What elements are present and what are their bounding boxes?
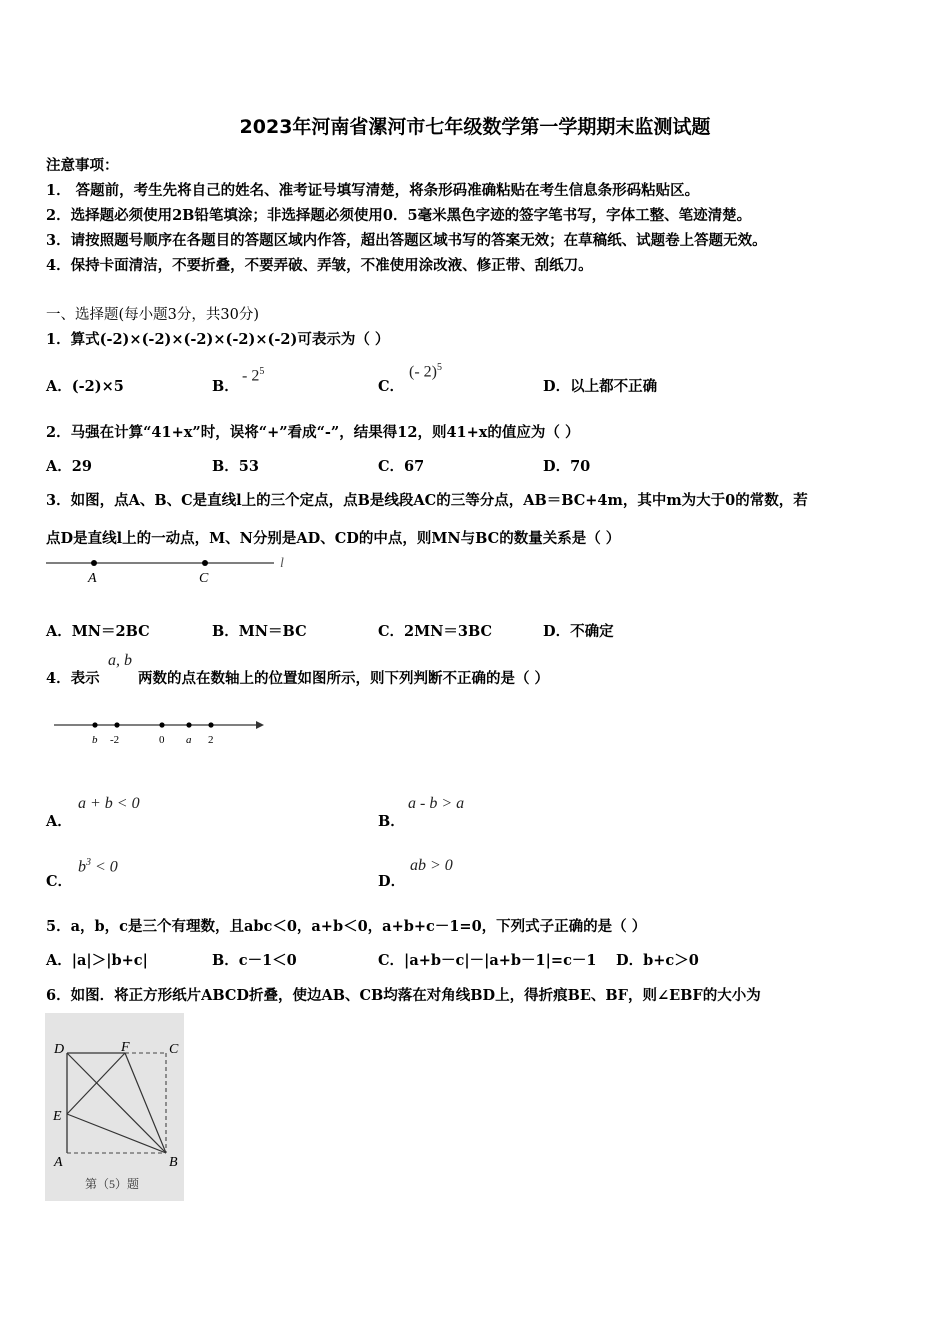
- q3-option-a: A．MN＝2BC: [46, 623, 150, 640]
- q1-b-base: - 2: [242, 367, 260, 385]
- q4-label-2: 2: [208, 734, 214, 746]
- q1-c-base: (- 2): [409, 363, 437, 381]
- q4-number-line: [52, 714, 272, 748]
- q4-stem-pre: 4．表示: [46, 670, 100, 687]
- q3-option-b: B．MN＝BC: [212, 623, 307, 640]
- q4-option-a-label: A．: [46, 813, 72, 830]
- q3-point-c: [202, 560, 208, 566]
- q1-option-d: D．以上都不正确: [543, 378, 658, 395]
- section-heading: 一、选择题(每小题3分，共30分): [46, 307, 259, 323]
- q4-point-b: [92, 722, 97, 727]
- notice-heading: 注意事项：: [46, 157, 119, 174]
- q3-stem-line2: 点D是直线l上的一动点，M、N分别是AD、CD的中点，则MN与BC的数量关系是（ ）: [46, 530, 621, 547]
- q2-option-d: D．70: [543, 458, 591, 475]
- q6-label-a: A: [54, 1155, 63, 1170]
- q4-stem-post: 两数的点在数轴上的位置如图所示，则下列判断不正确的是（ ）: [138, 670, 550, 687]
- notice-item-4: 4．保持卡面清洁，不要折叠，不要弄破、弄皱，不准使用涂改液、修正带、刮纸刀。: [46, 257, 593, 274]
- q6-figure-background: [45, 1013, 184, 1201]
- q4-c-base: b: [78, 858, 86, 876]
- q2-option-b: B．53: [212, 458, 259, 475]
- q4-stem-math: a, b: [108, 652, 132, 669]
- q3-label-l: l: [280, 556, 284, 571]
- q5-option-a: A．|a|＞|b+c|: [46, 952, 148, 969]
- q6-label-f: F: [121, 1040, 130, 1055]
- q6-label-c: C: [169, 1042, 179, 1057]
- q6-label-e: E: [53, 1109, 62, 1124]
- q1-option-c-math: [409, 362, 442, 381]
- q5-option-b: B．c－1＜0: [212, 952, 297, 969]
- q4-option-b-math: a - b > a: [408, 795, 465, 812]
- q4-option-c-math: [78, 857, 118, 876]
- q6-square-figure: [45, 1013, 184, 1201]
- notice-item-2: 2．选择题必须使用2B铅笔填涂；非选择题必须使用0．5毫米黑色字迹的签字笔书写，字体工整、笔迹清楚。: [46, 207, 752, 224]
- q2-option-a: A．29: [46, 458, 92, 475]
- q4-option-b-label: B．: [378, 813, 405, 830]
- q1-stem: 1．算式(-2)×(-2)×(-2)×(-2)×(-2)可表示为（ ）: [46, 331, 390, 348]
- q4-option-a-math: a + b < 0: [78, 795, 140, 812]
- q2-option-c: C．67: [378, 458, 425, 475]
- q4-c-rest: < 0: [91, 858, 118, 876]
- q4-c-exponent: 3: [86, 857, 91, 868]
- page-title: 2023年河南省漯河市七年级数学第一学期期末监测试题: [239, 116, 711, 138]
- q5-option-c: C．|a+b－c|－|a+b－1|=c－1: [378, 952, 597, 969]
- q6-stem: 6．如图．将正方形纸片ABCD折叠，使边AB、CB均落在对角线BD上，得折痕BE、BF，则∠EBF的大小为: [46, 987, 761, 1004]
- q6-label-d: D: [54, 1042, 65, 1057]
- q2-stem: 2．马强在计算“41+x”时，误将“+”看成“-”，结果得12，则41+x的值应为（ ）: [46, 424, 580, 441]
- q6-label-b: B: [169, 1155, 178, 1170]
- q4-label-0: 0: [159, 734, 165, 746]
- q4-label-neg2: -2: [110, 734, 120, 746]
- q1-option-c-label: C．: [378, 378, 405, 395]
- q4-point-2: [208, 722, 213, 727]
- q4-point-neg2: [114, 722, 119, 727]
- q1-c-exponent: 5: [436, 362, 442, 373]
- notice-item-3: 3．请按照题号顺序在各题目的答题区域内作答，超出答题区域书写的答案无效；在草稿纸、试题卷上答题无效。: [46, 232, 767, 249]
- q4-option-d-label: D．: [378, 873, 406, 890]
- q1-option-b-label: B．: [212, 378, 239, 395]
- q4-option-c-label: C．: [46, 873, 73, 890]
- q3-point-a: [91, 560, 97, 566]
- q6-figure-caption: 第（5）题: [85, 1177, 140, 1191]
- q4-point-a: [186, 722, 191, 727]
- q3-label-a: A: [88, 571, 97, 586]
- q4-axis-arrow-icon: [256, 721, 264, 729]
- notice-item-1: 1． 答题前，考生先将自己的姓名、准考证号填写清楚，将条形码准确粘贴在考生信息条形码粘贴区。: [46, 182, 700, 199]
- q1-option-b-math: [242, 366, 264, 385]
- q3-stem-line1: 3．如图，点A、B、C是直线l上的三个定点，点B是线段AC的三等分点，AB＝BC+4m，其中m为大于0的常数，若: [46, 492, 808, 509]
- q5-option-d: D．b+c＞0: [616, 952, 699, 969]
- q1-option-a: A．(-2)×5: [46, 378, 124, 395]
- q4-point-0: [159, 722, 164, 727]
- q3-line-figure: [44, 552, 294, 588]
- q4-option-d-math: ab > 0: [410, 857, 453, 874]
- q5-stem: 5．a，b，c是三个有理数，且abc＜0，a+b＜0，a+b+c－1=0，下列式子正确的是（ ）: [46, 918, 647, 935]
- q3-option-c: C．2MN＝3BC: [378, 623, 493, 640]
- q3-option-d: D．不确定: [543, 623, 614, 640]
- q4-label-b: b: [92, 734, 98, 746]
- q4-label-a: a: [186, 734, 192, 746]
- q1-b-exponent: 5: [259, 366, 265, 377]
- q3-label-c: C: [199, 571, 209, 586]
